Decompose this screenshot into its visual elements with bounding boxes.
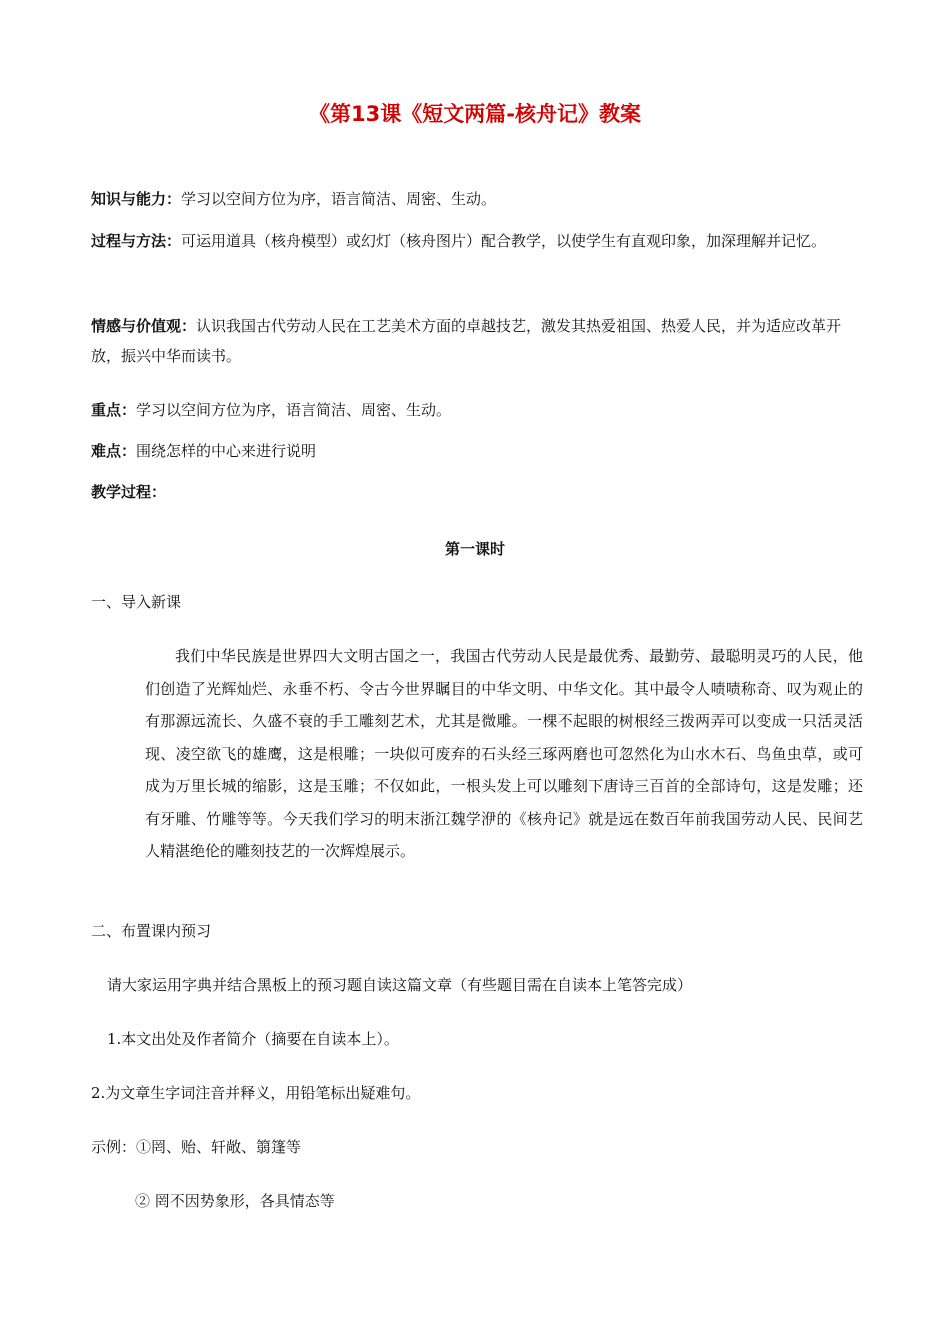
document-title: 《第13课《短文两篇-核舟记》教案 bbox=[309, 102, 641, 126]
section2-intro: 请大家运用字典并结合黑板上的预习题自读这篇文章（有些题目需在自读本上笔答完成） bbox=[107, 976, 693, 994]
objective-emotion-label: 情感与价值观： bbox=[91, 317, 197, 335]
objective-emotion-text: 认识我国古代劳动人民在工艺美术方面的卓越技艺，激发其热爱祖国、热爱人民，并为适应改革开放，振兴中华而读书。 bbox=[91, 317, 842, 365]
difficulty-point-label: 难点： bbox=[91, 442, 137, 460]
difficulty-point bbox=[91, 437, 316, 465]
key-point-label: 重点： bbox=[91, 401, 137, 419]
section2-heading: 二、布置课内预习 bbox=[91, 922, 212, 940]
lesson-heading: 第一课时 bbox=[444, 540, 505, 558]
objective-knowledge-text: 学习以空间方位为序，语言简洁、周密、生动。 bbox=[181, 190, 497, 208]
key-point-text: 学习以空间方位为序，语言简洁、周密、生动。 bbox=[136, 401, 452, 419]
objective-emotion bbox=[91, 311, 866, 371]
difficulty-point-text: 围绕怎样的中心来进行说明 bbox=[136, 442, 317, 460]
section1-body: 我们中华民族是世界四大文明古国之一，我国古代劳动人民是最优秀、最勤劳、最聪明灵巧的人民，他们创造了光辉灿烂、永垂不朽、令古今世界瞩目的中华文明、中华文化。其中最令人啧啧称奇、叹为观止的有那源远流长、久盛不衰的手工雕刻艺术，尤其是微雕。一棵不起眼的树根经三拨两弄可以变成一只活灵活现、凌空欲飞的雄鹰，这是根雕；一块似可废弃的石头经三琢两磨也可忽然化为山水木石、鸟鱼虫草，或可成为万里长城的缩影，这是玉雕；不仅如此，一根头发上可以雕刻下唐诗三百首的全部诗句，这是发雕；还有牙雕、竹雕等等。今天我们学习的明末浙江魏学洢的《核舟记》就是远在数百年前我国劳动人民、民间艺人精湛绝伦的雕刻技艺的一次辉煌展示。 bbox=[145, 647, 863, 860]
objective-process-label: 过程与方法： bbox=[91, 232, 182, 250]
section1-heading: 一、导入新课 bbox=[91, 593, 182, 611]
objective-knowledge bbox=[91, 185, 496, 213]
teaching-process-heading: 教学过程： bbox=[91, 483, 167, 501]
key-point bbox=[91, 396, 451, 424]
example-1: 示例：①罔、贻、轩敞、篛篷等 bbox=[91, 1138, 302, 1156]
objective-process-text: 可运用道具（核舟模型）或幻灯（核舟图片）配合教学，以使学生有直观印象，加深理解并记忆。 bbox=[181, 232, 827, 250]
list-item-2: 2.为文章生字词注音并释义，用铅笔标出疑难句。 bbox=[91, 1084, 421, 1102]
list-item-1: 1.本文出处及作者简介（摘要在自读本上）。 bbox=[107, 1030, 399, 1048]
objective-knowledge-label: 知识与能力： bbox=[91, 190, 182, 208]
objective-process bbox=[91, 226, 866, 256]
example-2: ② 罔不因势象形，各具情态等 bbox=[135, 1192, 335, 1210]
